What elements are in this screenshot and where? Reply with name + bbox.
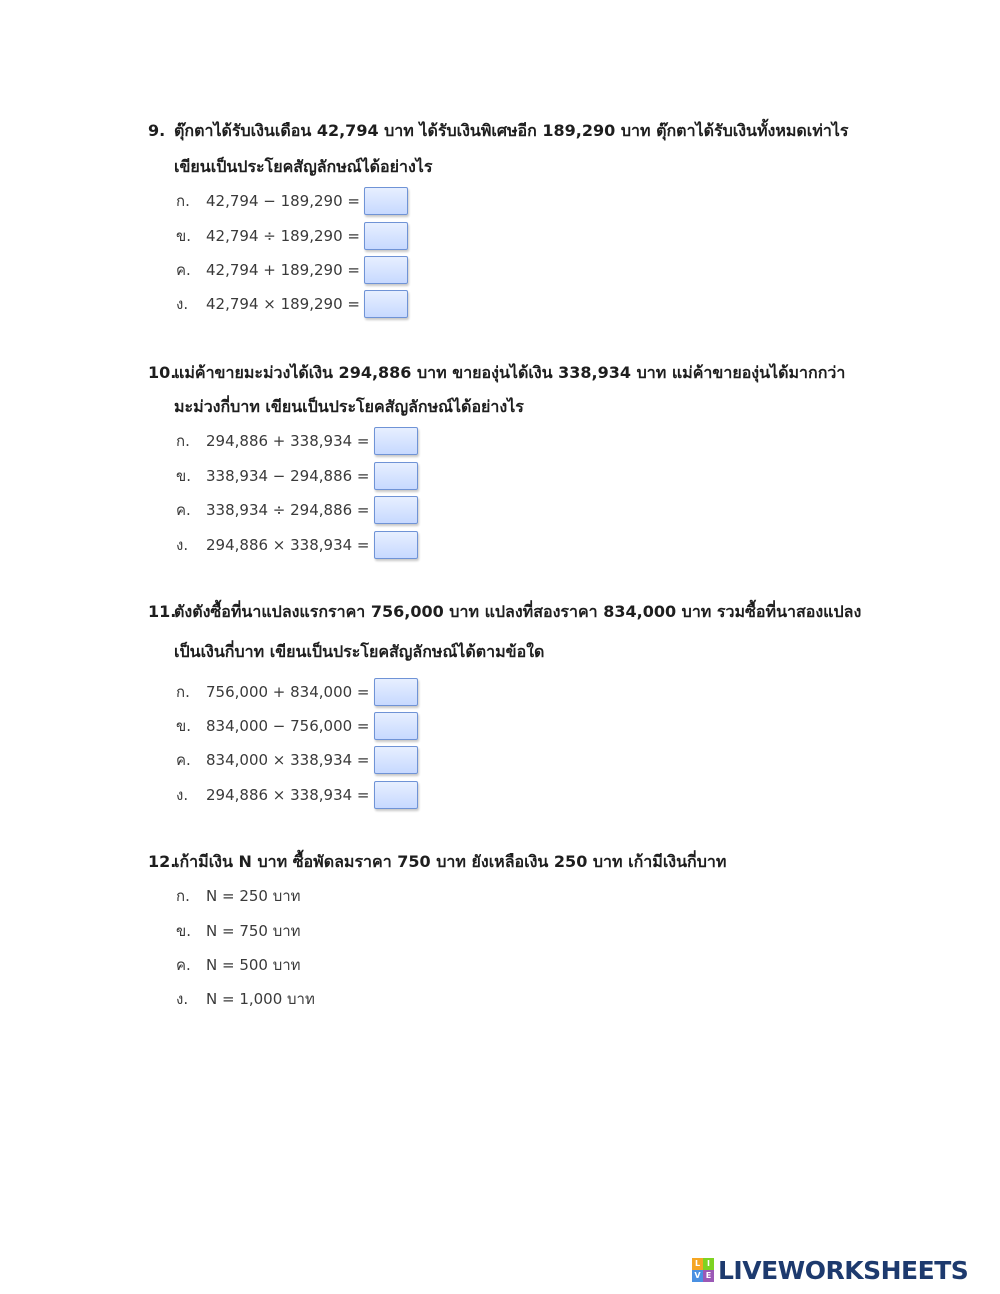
option-letter: ข.: [176, 227, 192, 245]
option-text: 834,000 − 756,000 =: [206, 717, 370, 735]
option-a: [176, 677, 418, 707]
option-letter: ง.: [176, 990, 189, 1008]
logo-icon-letter: V: [692, 1270, 703, 1282]
answer-box[interactable]: [374, 712, 418, 740]
logo-text: LIVEWORKSHEETS: [718, 1255, 969, 1285]
option-text: 294,886 + 338,934 =: [206, 432, 370, 450]
option-text: 42,794 ÷ 189,290 =: [206, 227, 360, 245]
option-b: [176, 711, 418, 741]
option-text: 338,934 ÷ 294,886 =: [206, 501, 370, 519]
question-number: 11.: [148, 602, 177, 621]
option-text: 294,886 × 338,934 =: [206, 786, 370, 804]
answer-box[interactable]: [374, 781, 418, 809]
question-text: [148, 851, 726, 873]
option-d: [176, 530, 418, 560]
option-text: N = 1,000 บาท: [206, 990, 315, 1008]
option-text: N = 500 บาท: [206, 956, 301, 974]
question-line-1: เก้ามีเงิน N บาท ซื้อพัดลมราคา 750 บาท ยังเหลือเงิน 250 บาท เก้ามีเงินกี่บาท: [174, 852, 727, 871]
option-text: 42,794 + 189,290 =: [206, 261, 360, 279]
option-d: [176, 289, 408, 319]
logo-icon-letter: I: [703, 1258, 714, 1270]
question-line-2: มะม่วงกี่บาท เขียนเป็นประโยคสัญลักษณ์ได้อย่างไร: [174, 397, 524, 416]
option-text: 834,000 × 338,934 =: [206, 751, 370, 769]
answer-box[interactable]: [364, 256, 408, 284]
answer-box[interactable]: [364, 222, 408, 250]
question-text: [148, 362, 845, 384]
question-line-2: เป็นเงินกี่บาท เขียนเป็นประโยคสัญลักษณ์ได้ตามข้อใด: [174, 642, 545, 661]
option-c: [176, 255, 408, 285]
answer-box[interactable]: [374, 746, 418, 774]
question-number: 10.: [148, 363, 177, 382]
option-text: 338,934 − 294,886 =: [206, 467, 370, 485]
option-letter: ข.: [176, 467, 192, 485]
option-letter: ง.: [176, 295, 189, 313]
option-b: [176, 221, 408, 251]
option-letter: ก.: [176, 432, 190, 450]
option-a[interactable]: [176, 881, 301, 911]
answer-box[interactable]: [374, 462, 418, 490]
option-text: 42,794 − 189,290 =: [206, 192, 360, 210]
logo-icon-letter: E: [703, 1270, 714, 1282]
option-letter: ค.: [176, 956, 191, 974]
option-letter: ค.: [176, 501, 191, 519]
answer-box[interactable]: [374, 496, 418, 524]
option-a: [176, 186, 408, 216]
option-text: N = 750 บาท: [206, 922, 301, 940]
option-d[interactable]: [176, 984, 315, 1014]
option-a: [176, 426, 418, 456]
option-text: 42,794 × 189,290 =: [206, 295, 360, 313]
option-c[interactable]: [176, 950, 301, 980]
logo-icon-letter: L: [692, 1258, 703, 1270]
option-c: [176, 745, 418, 775]
answer-box[interactable]: [374, 678, 418, 706]
question-line-1: ตุ๊กตาได้รับเงินเดือน 42,794 บาท ได้รับเงินพิเศษอีก 189,290 บาท ตุ๊กตาได้รับเงินทั้งหมดเท่าไร: [174, 121, 849, 140]
option-letter: ค.: [176, 261, 191, 279]
option-letter: ข.: [176, 717, 192, 735]
question-line-1: แม่ค้าขายมะม่วงได้เงิน 294,886 บาท ขายองุ่นได้เงิน 338,934 บาท แม่ค้าขายองุ่นได้มากกว่า: [174, 363, 846, 382]
option-letter: ข.: [176, 922, 192, 940]
option-text: 294,886 × 338,934 =: [206, 536, 370, 554]
answer-box[interactable]: [364, 290, 408, 318]
logo-icon: [692, 1258, 714, 1282]
option-c: [176, 495, 418, 525]
option-letter: ค.: [176, 751, 191, 769]
option-letter: ก.: [176, 683, 190, 701]
question-number: 12.: [148, 852, 177, 871]
liveworksheets-logo[interactable]: [692, 1254, 968, 1286]
answer-box[interactable]: [364, 187, 408, 215]
option-text: N = 250 บาท: [206, 887, 301, 905]
question-line-2: เขียนเป็นประโยคสัญลักษณ์ได้อย่างไร: [174, 157, 433, 176]
option-d: [176, 780, 418, 810]
question-text: [148, 601, 861, 623]
option-text: 756,000 + 834,000 =: [206, 683, 370, 701]
question-line-1: ตังตังซื้อที่นาแปลงแรกราคา 756,000 บาท แปลงที่สองราคา 834,000 บาท รวมซื้อที่นาสองแปลง: [174, 602, 862, 621]
answer-box[interactable]: [374, 531, 418, 559]
option-letter: ก.: [176, 887, 190, 905]
question-text: [148, 120, 848, 142]
option-b: [176, 461, 418, 491]
option-letter: ก.: [176, 192, 190, 210]
option-letter: ง.: [176, 786, 189, 804]
option-letter: ง.: [176, 536, 189, 554]
option-b[interactable]: [176, 916, 301, 946]
answer-box[interactable]: [374, 427, 418, 455]
question-number: 9.: [148, 121, 166, 140]
